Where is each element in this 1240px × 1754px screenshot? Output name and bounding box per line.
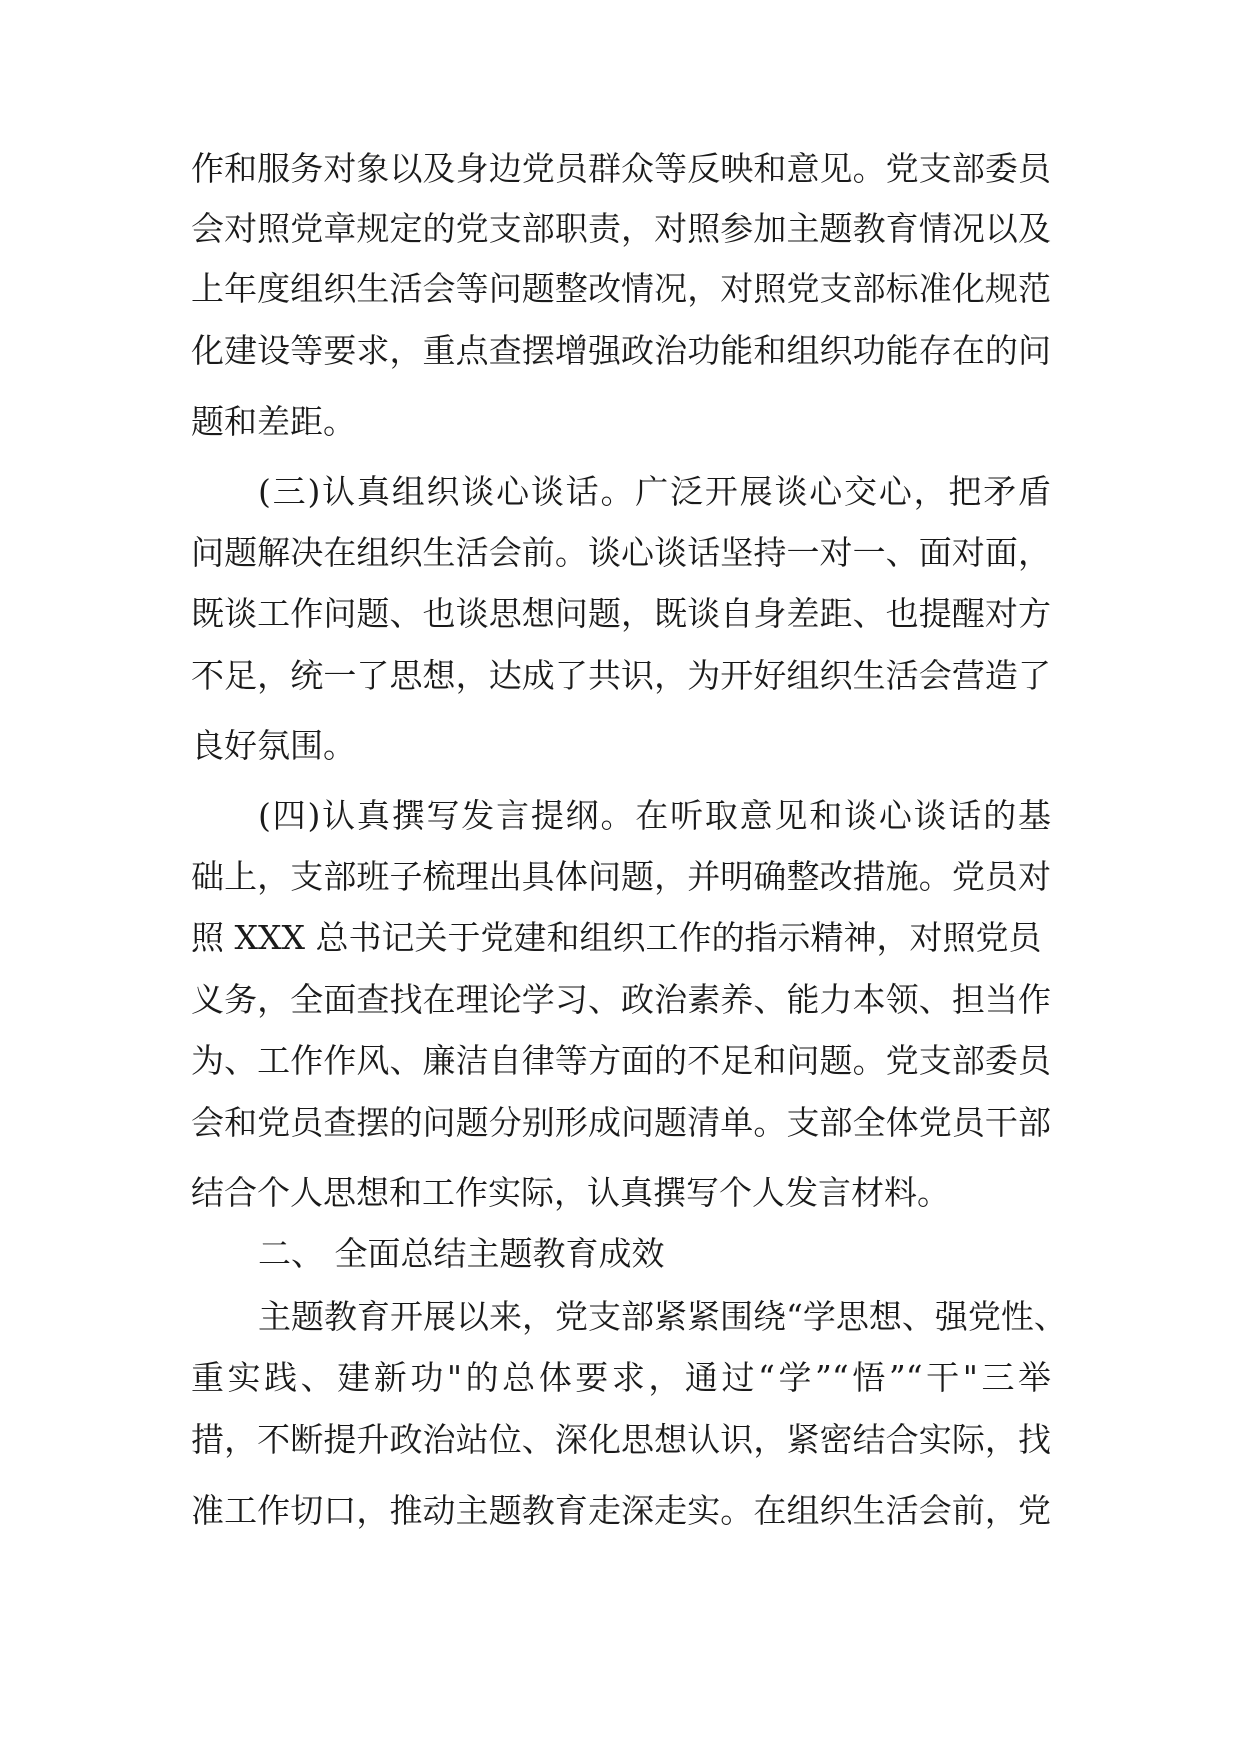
text-line: 题和差距。 bbox=[191, 402, 356, 441]
text-line: 既谈工作问题、也谈思想问题，既谈自身差距、也提醒对方 bbox=[191, 594, 1051, 633]
text-line: 作和服务对象以及身边党员群众等反映和意见。党支部委员 bbox=[191, 149, 1051, 188]
text-line: 为、工作作风、廉洁自律等方面的不足和问题。党支部委员 bbox=[191, 1041, 1051, 1080]
text-line: (三)认真组织谈心谈话。广泛开展谈心交心，把矛盾 bbox=[258, 472, 1051, 511]
text-line: 会和党员查摆的问题分别形成问题清单。支部全体党员干部 bbox=[191, 1103, 1051, 1142]
text-line: 化建设等要求，重点查摆增强政治功能和组织功能存在的问 bbox=[191, 331, 1051, 370]
section-heading: 二、 全面总结主题教育成效 bbox=[258, 1234, 665, 1273]
text-line: 会对照党章规定的党支部职责，对照参加主题教育情况以及 bbox=[191, 209, 1051, 248]
text-line: 不足，统一了思想，达成了共识，为开好组织生活会营造了 bbox=[191, 656, 1051, 695]
text-line: 良好氛围。 bbox=[191, 726, 356, 765]
text-line: 重实践、建新功"的总体要求，通过“学”“悟”“干"三举 bbox=[191, 1358, 1051, 1397]
text-line: 照 XXX 总书记关于党建和组织工作的指示精神，对照党员 bbox=[191, 918, 1042, 957]
text-line: 准工作切口，推动主题教育走深走实。在组织生活会前，党 bbox=[191, 1491, 1051, 1530]
text-line: 义务，全面查找在理论学习、政治素养、能力本领、担当作 bbox=[191, 980, 1051, 1019]
text-line: 问题解决在组织生活会前。谈心谈话坚持一对一、面对面， bbox=[191, 533, 1051, 572]
text-line: (四)认真撰写发言提纲。在听取意见和谈心谈话的基 bbox=[258, 796, 1051, 835]
text-line: 上年度组织生活会等问题整改情况，对照党支部标准化规范 bbox=[191, 269, 1051, 308]
text-line: 措，不断提升政治站位、深化思想认识，紧密结合实际，找 bbox=[191, 1420, 1051, 1459]
text-line: 结合个人思想和工作实际，认真撰写个人发言材料。 bbox=[191, 1173, 950, 1212]
text-line: 主题教育开展以来，党支部紧紧围绕“学思想、强党性、 bbox=[258, 1297, 1067, 1336]
text-line: 础上，支部班子梳理出具体问题，并明确整改措施。党员对 bbox=[191, 857, 1051, 896]
